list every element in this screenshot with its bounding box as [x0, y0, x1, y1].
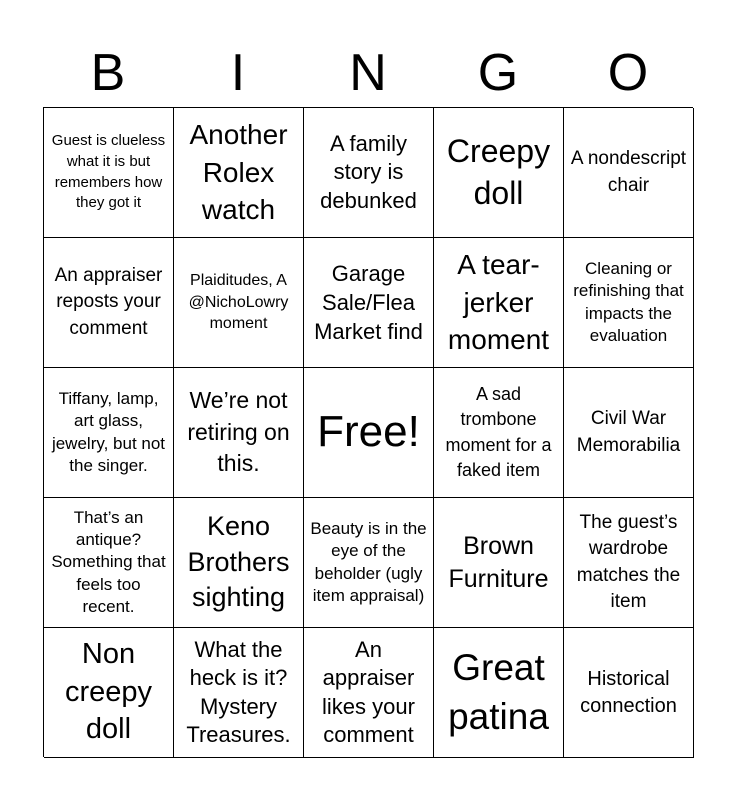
bingo-cell-free[interactable] — [304, 368, 434, 498]
bingo-cell[interactable] — [304, 628, 434, 758]
free-space-text: Free! — [317, 407, 420, 457]
cell-text: A tear-jerker moment — [447, 248, 550, 356]
cell-text: The guest’s wardrobe matches the item — [576, 512, 681, 612]
bingo-header — [43, 38, 693, 108]
header-letter-i: I — [230, 44, 246, 102]
cell-text: Tiffany, lamp, art glass, jewelry, but not the singer. — [51, 388, 166, 475]
cell-text: Another Rolex watch — [189, 118, 288, 226]
cell-text: Great patina — [448, 646, 549, 737]
bingo-cell[interactable] — [434, 498, 564, 628]
bingo-cell[interactable] — [304, 498, 434, 628]
bingo-cell[interactable] — [304, 238, 434, 368]
bingo-cell[interactable] — [174, 628, 304, 758]
bingo-board — [43, 107, 693, 757]
cell-text: We’re not retiring on this. — [187, 387, 290, 477]
cell-text: A nondescript chair — [570, 147, 687, 196]
bingo-cell[interactable] — [174, 108, 304, 238]
cell-text: Cleaning or refinishing that impacts the evaluation — [573, 259, 684, 345]
bingo-cell[interactable] — [174, 368, 304, 498]
header-letter-g: G — [477, 44, 519, 102]
header-letter-n: N — [349, 44, 387, 102]
cell-text: What the heck is it? Mystery Treasures. — [186, 637, 291, 747]
bingo-cell[interactable] — [434, 628, 564, 758]
cell-text: Brown Furniture — [448, 532, 549, 593]
cell-text: That’s an antique? Something that feels too recent. — [51, 508, 166, 616]
bingo-cell[interactable] — [434, 238, 564, 368]
header-letter-o: O — [607, 44, 649, 102]
bingo-cell[interactable] — [564, 628, 694, 758]
cell-text: Guest is clueless what it is but remembers how they got it — [51, 132, 166, 212]
bingo-cell[interactable] — [44, 368, 174, 498]
cell-text: Historical connection — [580, 667, 677, 717]
bingo-cell[interactable] — [44, 108, 174, 238]
header-letter-b: B — [90, 44, 126, 102]
cell-text: Creepy doll — [446, 132, 551, 211]
cell-text: Civil War Memorabilia — [576, 407, 681, 456]
bingo-cell[interactable] — [564, 108, 694, 238]
cell-text: A family story is debunked — [320, 130, 417, 213]
cell-text: An appraiser likes your comment — [322, 637, 415, 747]
cell-text: An appraiser reposts your comment — [54, 264, 163, 339]
bingo-cell[interactable] — [174, 498, 304, 628]
bingo-cell[interactable] — [564, 498, 694, 628]
bingo-cell[interactable] — [564, 238, 694, 368]
cell-text: Beauty is in the eye of the beholder (ugly item appraisal) — [310, 519, 427, 605]
bingo-cell[interactable] — [174, 238, 304, 368]
bingo-cell[interactable] — [44, 628, 174, 758]
cell-text: Non creepy doll — [64, 637, 153, 746]
bingo-cell[interactable] — [304, 108, 434, 238]
bingo-cell[interactable] — [44, 238, 174, 368]
cell-text: Keno Brothers sighting — [187, 511, 290, 613]
cell-text: A sad trombone moment for a faked item — [445, 384, 552, 480]
cell-text: Plaiditudes, A @NichoLowry moment — [188, 272, 289, 333]
bingo-cell[interactable] — [564, 368, 694, 498]
bingo-cell[interactable] — [434, 108, 564, 238]
bingo-cell[interactable] — [44, 498, 174, 628]
cell-text: Garage Sale/Flea Market find — [314, 260, 423, 345]
bingo-cell[interactable] — [434, 368, 564, 498]
